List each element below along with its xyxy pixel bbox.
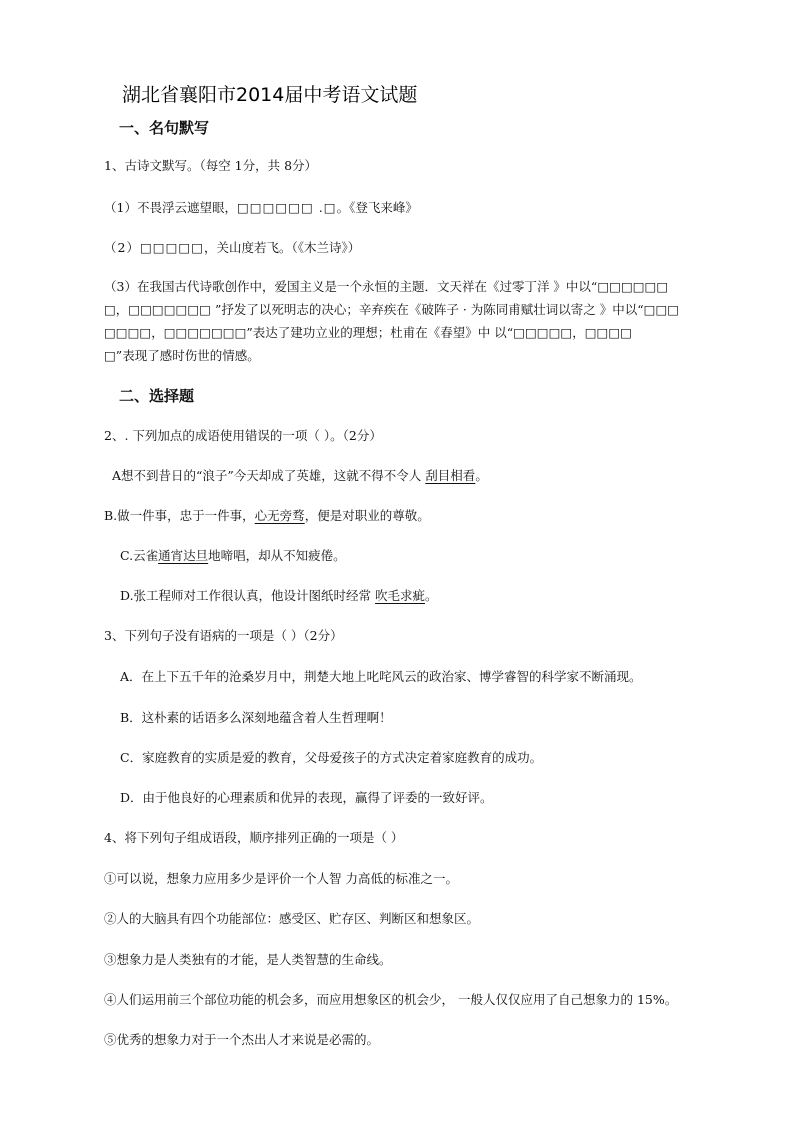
question-1-item-3-line-4: □”表现了感时伤世的情感。 <box>104 348 260 363</box>
option-text: A想不到昔日的“浪子”今天却成了英雄，这就不得不令人 <box>112 468 426 483</box>
question-1-item-2 <box>104 240 360 256</box>
question-3-option-b: B．这朴素的话语多么深刻地蕴含着人生哲理啊！ <box>120 710 392 725</box>
question-3-option-c: C．家庭教育的实质是爱的教育，父母爱孩子的方式决定着家庭教育的成功。 <box>120 750 543 765</box>
underlined-idiom: 刮目相看 <box>425 468 476 483</box>
question-4-sentence-5: ⑤优秀的想象力对于一个杰出人才来说是必需的。 <box>104 1032 380 1047</box>
section-heading-1: 一、名句默写 <box>119 119 210 137</box>
option-text: ，便是对职业的尊敬。 <box>304 508 430 523</box>
item-text: （1）不畏浮云遮望眼， <box>104 200 237 215</box>
question-4-sentence-2: ②人的大脑具有四个功能部位：感受区、贮存区、判断区和想象区。 <box>104 911 480 926</box>
section-heading-2: 二、选择题 <box>119 387 195 405</box>
underlined-idiom: 吹毛求疵 <box>375 588 426 603</box>
item-text: 。《登飞来峰》 <box>336 200 418 215</box>
blank-boxes: □□□□□□ .□ <box>236 200 337 215</box>
option-text: D.张工程师对工作很认真，他设计图纸时经常 <box>120 588 376 603</box>
underlined-idiom: 通宵达旦 <box>158 548 209 563</box>
question-4-sentence-4: ④人们运用前三个部位功能的机会多，而应用想象区的机会少， 一般人仅仅应用了自己想象力的 15%。 <box>104 992 678 1007</box>
question-1-stem: 1、古诗文默写。（每空 1分，共 8分） <box>104 158 318 173</box>
item-text: ，关山度若飞。（《木兰诗》） <box>204 240 361 255</box>
question-2-stem: 2、. 下列加点的成语使用错误的一项（ ）。（2分） <box>104 428 382 443</box>
question-4-sentence-3: ③想象力是人类独有的才能，是人类智慧的生命线。 <box>104 952 392 967</box>
question-4-sentence-1: ①可以说，想象力应用多少是评价一个人智 力高低的标准之一。 <box>104 871 458 886</box>
question-2-option-a <box>112 468 488 484</box>
option-text: 地啼唱，却从不知疲倦。 <box>208 548 346 563</box>
question-3-option-a: A．在上下五千年的沧桑岁月中，荆楚大地上叱咤风云的政治家、博学睿智的科学家不断涌现。 <box>120 669 642 684</box>
question-2-option-d <box>120 588 438 604</box>
option-text: B.做一件事，忠于一件事， <box>104 508 255 523</box>
option-text: 。 <box>475 468 488 483</box>
question-2-option-b <box>104 508 430 524</box>
question-1-item-3-line-2: □，□□□□□□□ ”抒发了以死明志的决心；辛弃疾在《破阵子 · 为陈同甫赋壮词以寄之 》中以“□□□ <box>104 302 680 317</box>
question-3-option-d: D．由于他良好的心理素质和优异的表现，赢得了评委的一致好评。 <box>120 790 493 805</box>
question-4-stem: 4、将下列句子组成语段，顺序排列正确的一项是（ ） <box>104 830 404 845</box>
question-1-item-1 <box>104 200 418 216</box>
question-2-option-c <box>120 548 346 564</box>
page-title: 湖北省襄阳市2014届中考语文试题 <box>122 84 418 106</box>
blank-boxes: （2）□□□□□ <box>104 240 205 255</box>
question-1-item-3-line-1: （3）在我国古代诗歌创作中，爱国主义是一个永恒的主题．文天祥在《过零丁洋 》中以“□□□□□□ <box>104 279 669 294</box>
question-3-stem: 3、下列句子没有语病的一项是（ ）（2分） <box>104 628 343 643</box>
question-1-item-3-line-3: □□□□，□□□□□□□”表达了建功立业的理想；杜甫在《春望》中 以“□□□□□，□□□□ <box>104 325 632 340</box>
option-text: C.云雀 <box>120 548 159 563</box>
underlined-idiom: 心无旁骛 <box>254 508 305 523</box>
option-text: 。 <box>425 588 438 603</box>
